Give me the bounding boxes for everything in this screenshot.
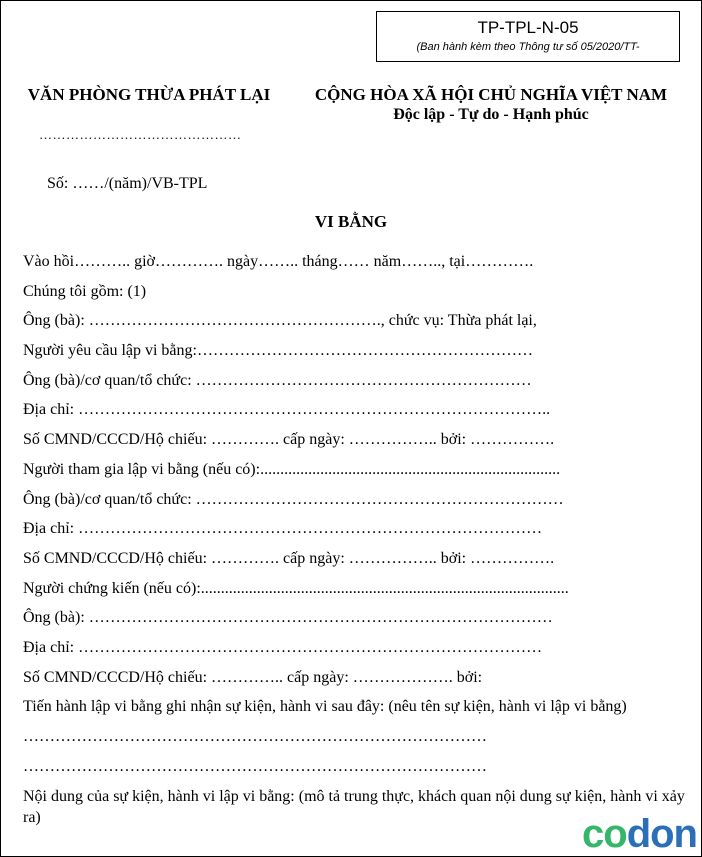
form-line-participant-name: Ông (bà)/cơ quan/tổ chức: …………………………………………………………… — [23, 490, 564, 508]
form-line-bailiff: Ông (bà): ………………………………………………., chức vụ: Thừa phát lại, — [23, 312, 537, 330]
national-heading — [289, 85, 693, 125]
form-line-participant-id: Số CMND/CCCD/Hộ chiếu: …………. cấp ngày: …………….. bởi: ……………. — [23, 549, 555, 567]
organization-name: VĂN PHÒNG THỪA PHÁT LẠI — [27, 85, 271, 104]
form-body — [23, 247, 687, 833]
form-line-event-name: Tiến hành lập vi bằng ghi nhận sự kiện, hành vi sau đây: (nêu tên sự kiện, hành vi lập vi bằng) — [23, 698, 627, 716]
form-line-witness-name: Ông (bà): …………………………………………………………………………… — [23, 609, 553, 627]
form-line-participant: Người tham gia lập vi bằng (nếu có):........................................................................... — [23, 460, 561, 478]
watermark-part-1: co — [582, 812, 627, 856]
document-number: Số: ……/(năm)/VB-TPL — [47, 175, 208, 192]
form-line-witness-address: Địa chỉ: …………………………………………………………………………… — [23, 638, 543, 656]
organization-dots: ……………………………………… — [39, 127, 242, 142]
form-line-time-place: Vào hồi……….. giờ…………. ngày…….. tháng…… năm…….., tại…………. — [23, 253, 534, 270]
form-code-box — [376, 11, 680, 62]
form-line-dots-2: …………………………………………………………………………… — [23, 758, 487, 775]
watermark-part-2: don — [626, 812, 697, 856]
form-line-requester-address: Địa chỉ: …………………………………………………………………………….. — [23, 401, 551, 419]
form-line-dots-1: …………………………………………………………………………… — [23, 728, 487, 746]
form-issuance-note: (Ban hành kèm theo Thông tư số 05/2020/TT- — [416, 41, 640, 53]
form-line-requester: Người yêu cầu lập vi bằng:……………………………………………………… — [23, 342, 533, 360]
form-line-witness-id: Số CMND/CCCD/Hộ chiếu: ………….. cấp ngày: ………………. bởi: — [23, 668, 483, 686]
country-name: CỘNG HÒA XÃ HỘI CHỦ NGHĨA VIỆT NAM — [314, 85, 668, 104]
codon-watermark-logo — [582, 812, 697, 856]
form-code: TP-TPL-N-05 — [477, 18, 579, 37]
form-line-members: Chúng tôi gồm: (1) — [23, 282, 147, 300]
national-motto: Độc lập - Tự do - Hạnh phúc — [393, 106, 589, 123]
form-line-participant-address: Địa chỉ: …………………………………………………………………………… — [23, 520, 543, 538]
form-line-event-content: Nội dung của sự kiện, hành vi lập vi bằng: (mô tả trung thực, khách quan nội dung sự kiện, hành vi xảy ra) — [23, 787, 685, 826]
form-line-witness: Người chứng kiến (nếu có):............................................................................................ — [23, 579, 569, 597]
document-title: VI BẰNG — [314, 212, 388, 231]
form-line-requester-name: Ông (bà)/cơ quan/tổ chức: ……………………………………………………… — [23, 371, 532, 389]
form-line-requester-id: Số CMND/CCCD/Hộ chiếu: …………. cấp ngày: …………….. bởi: ……………. — [23, 431, 555, 449]
